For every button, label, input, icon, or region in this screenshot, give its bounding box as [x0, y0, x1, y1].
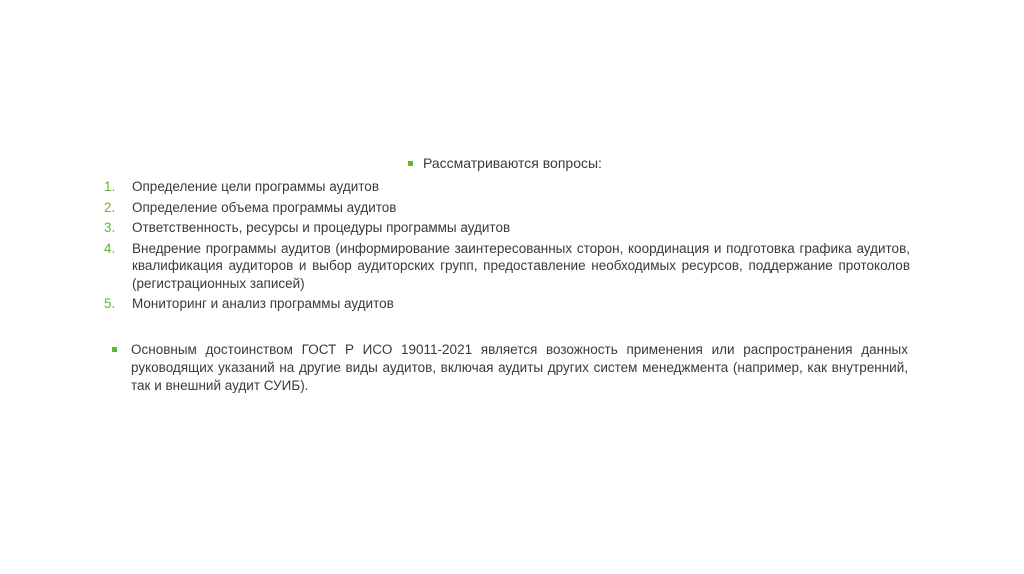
list-item-number: 5.	[104, 296, 116, 311]
list-item	[104, 199, 910, 217]
list-item-number: 4.	[104, 240, 116, 256]
list-item-number: 1.	[104, 179, 116, 194]
list-item-text: Определение объема программы аудитов	[132, 199, 397, 215]
list-item-text: Внедрение программы аудитов (информирование заинтересованных сторон, координация и подготовка графика аудитов, квалификация аудиторов и выбор аудиторских групп, предоставление необходимых ресурсов, поддержание протоколов (регистрационных записей)	[132, 240, 910, 291]
conclusion-paragraph	[112, 341, 908, 395]
square-bullet-icon	[408, 161, 413, 166]
conclusion-text: Основным достоинством ГОСТ Р ИСО 19011-2021 является возожность применения или распространения данных руководящих указаний на другие виды аудитов, включая аудиты других систем менеджмента (например, как внутренний, так и внешний аудит СУИБ).	[131, 342, 908, 393]
list-item-text: Определение цели программы аудитов	[132, 179, 379, 194]
slide-heading	[408, 154, 602, 172]
list-item	[104, 178, 910, 196]
heading-text: Рассматриваются вопросы:	[423, 155, 602, 171]
list-item-number: 2.	[104, 199, 116, 215]
list-item	[104, 240, 910, 293]
list-item-text: Ответственность, ресурсы и процедуры программы аудитов	[132, 220, 511, 235]
list-item-text: Мониторинг и анализ программы аудитов	[132, 296, 394, 311]
list-item	[104, 295, 910, 313]
numbered-list	[104, 178, 910, 316]
square-bullet-icon	[112, 347, 117, 352]
list-item-number: 3.	[104, 220, 116, 235]
list-item	[104, 219, 910, 237]
